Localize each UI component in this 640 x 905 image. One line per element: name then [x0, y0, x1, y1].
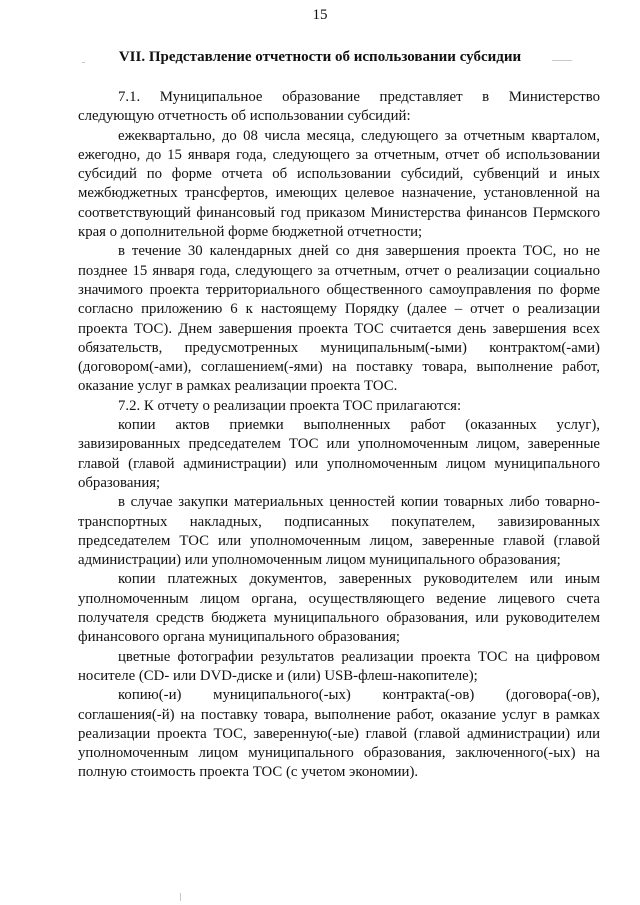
page-number: 15: [312, 7, 328, 23]
paragraph-tos-report: в течение 30 календарных дней со дня завершения проекта ТОС, но не позднее 15 января года, следующего за отчетным, отчет о реализации социально значимого проекта территориального общественного самоуправления по форме согласно приложению 6 к настоящему Порядку (далее – отчет о реализации проекта ТОС). Днем завершения проекта ТОС считается день завершения всех обязательств, предусмотренных муниципальным(-ыми) контрактом(-ами) (договором(-ами), соглашением(-ями) на поставку товара, выполнение работ, оказание услуг в рамках реализации проекта ТОС.: [78, 243, 600, 395]
paragraph-contracts: копию(-и) муниципального(-ых) контракта(-ов) (договора(-ов), соглашения(-й) на поставку товара, выполнение работ, оказание услуг в рамках реализации проекта ТОС, заверенную(-ые) главой (главой администрации) или уполномоченным лицом муниципального образования, заключенного(-ых) на полную стоимость проекта ТОС (с учетом экономии).: [78, 687, 600, 781]
scan-speck: [180, 893, 181, 901]
paragraph-acceptance-acts: копии актов приемки выполненных работ (оказанных услуг), завизированных председателем ТОС или уполномоченным лицом, заверенные главой (главой администрации) или уполномоченным лицом муниципального образования;: [78, 417, 600, 491]
paragraph-quarterly-report: ежеквартально, до 08 числа месяца, следующего за отчетным кварталом, ежегодно, до 15 января года, следующего за отчетным, отчет об использовании субсидий по форме отчета об использовании субсидий, субвенций и иных межбюджетных трансфертов, имеющих целевое назначение, установленной на соответствующий финансовый год приказом Министерства финансов Пермского края о дополнительной форме бюджетной отчетности;: [78, 127, 600, 241]
paragraph-payment-docs: копии платежных документов, заверенных руководителем или иным уполномоченным лицом органа, осуществляющего ведение лицевого счета получателя средств бюджета муниципального образования, или руководителем финансового органа муниципального образования;: [78, 571, 600, 646]
scan-speck: [552, 60, 572, 61]
paragraph-7-2: 7.2. К отчету о реализации проекта ТОС прилагаются:: [118, 397, 462, 414]
paragraph-7-1: 7.1. Муниципальное образование представляет в Министерство следующую отчетность об использовании субсидий:: [78, 89, 600, 125]
paragraph-photos: цветные фотографии результатов реализации проекта ТОС на цифровом носителе (CD- или DVD-диске и (или) USB-флеш-накопителе);: [78, 648, 600, 684]
scan-speck: [82, 62, 85, 63]
document-body: [78, 88, 600, 783]
paragraph-invoices: в случае закупки материальных ценностей копии товарных либо товарно-транспортных накладных, подписанных покупателем, завизированных председателем ТОС или уполномоченным лицом, заверенные главой (главой администрации) или уполномоченным лицом муниципального образования;: [78, 494, 600, 569]
section-title: VII. Представление отчетности об использовании субсидии: [118, 49, 522, 65]
